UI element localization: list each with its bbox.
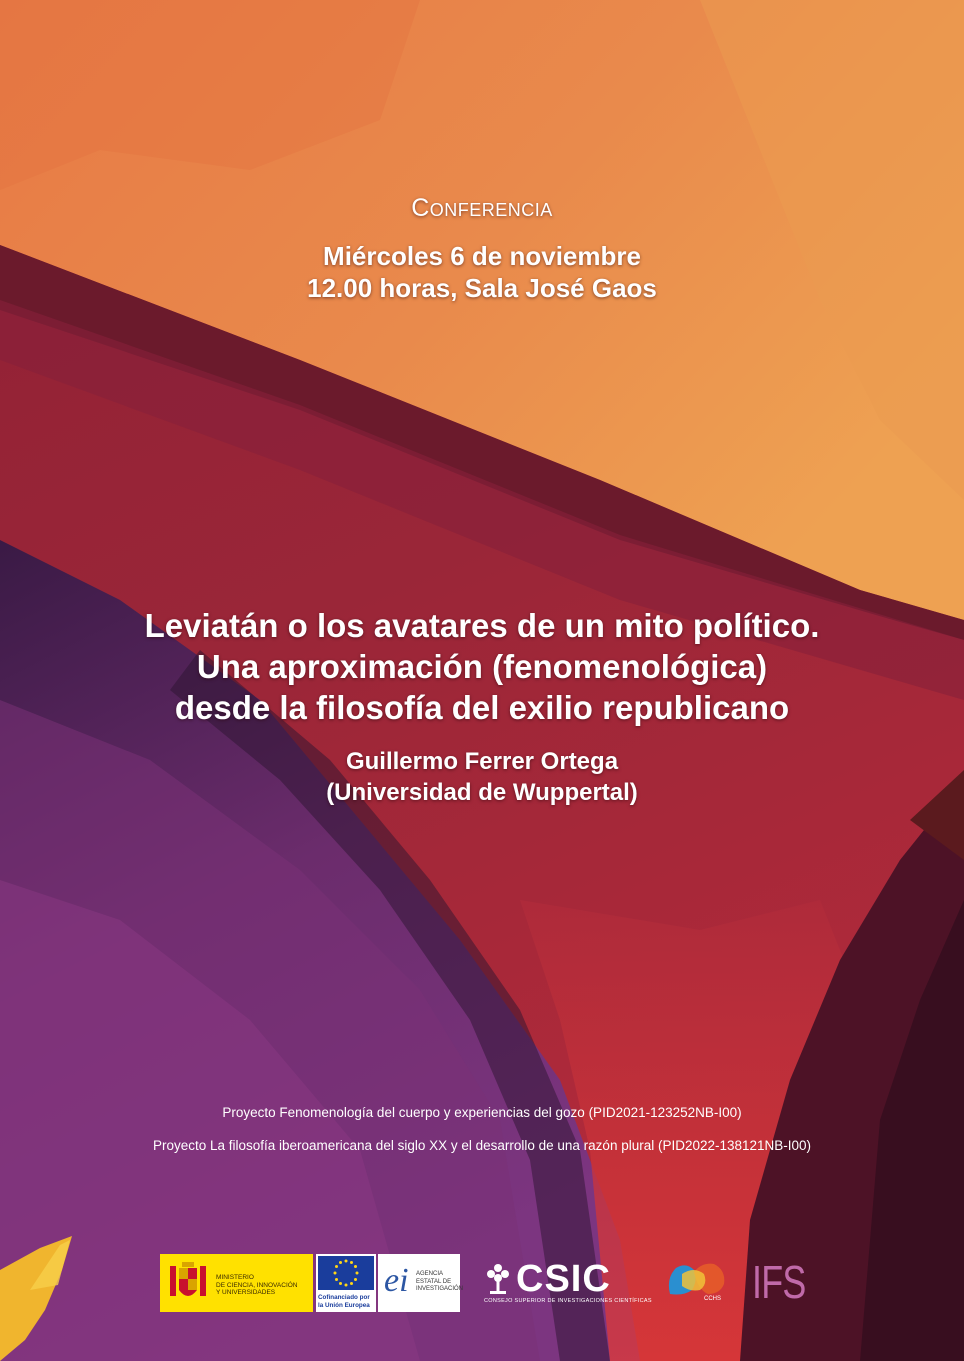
coat-of-arms-icon xyxy=(168,1262,208,1304)
aei-text: AGENCIA ESTATAL DE INVESTIGACIÓN xyxy=(416,1271,464,1292)
csic-wordmark: CSIC xyxy=(516,1258,611,1300)
title-line-3: desde la filosofía del exilio republicano xyxy=(174,689,790,726)
eu-cofinance-logo xyxy=(316,1254,376,1312)
project-line-2: Proyecto La filosofía iberoamericana del siglo XX y el desarrollo de una razón plural (PID2022-138121NB-I00) xyxy=(152,1138,812,1153)
ifs-logo: IFS xyxy=(752,1256,806,1308)
cchs-logo xyxy=(664,1260,730,1308)
aei-logo xyxy=(378,1254,464,1312)
ministerio-logo xyxy=(160,1254,313,1312)
event-date: Miércoles 6 de noviembre xyxy=(323,241,641,271)
csic-logo xyxy=(484,1258,652,1308)
speaker-name: Guillermo Ferrer Ortega xyxy=(345,748,619,775)
project-line-1: Proyecto Fenomenología del cuerpo y experiencias del gozo (PID2021-123252NB-I00) xyxy=(222,1105,742,1120)
cchs-heads-icon xyxy=(664,1260,730,1298)
title-line-2: Una aproximación (fenomenológica) xyxy=(196,648,768,685)
ministerio-text: MINISTERIO DE CIENCIA, INNOVACIÓN Y UNIVERSIDADES xyxy=(216,1274,298,1296)
eu-text: Cofinanciado por la Unión Europea xyxy=(318,1294,370,1309)
event-type-label: Conferencia xyxy=(411,194,553,222)
eu-flag-icon xyxy=(318,1256,374,1290)
csic-subtitle: CONSEJO SUPERIOR DE INVESTIGACIONES CIENTÍFICAS xyxy=(484,1298,652,1304)
title-line-1: Leviatán o los avatares de un mito político. xyxy=(144,607,820,644)
aei-mark: ei xyxy=(384,1262,409,1299)
cchs-text: CCHS xyxy=(704,1296,722,1302)
event-time-place: 12.00 horas, Sala José Gaos xyxy=(307,273,657,303)
csic-tree-icon xyxy=(484,1262,512,1296)
speaker-affiliation: (Universidad de Wuppertal) xyxy=(326,779,638,806)
